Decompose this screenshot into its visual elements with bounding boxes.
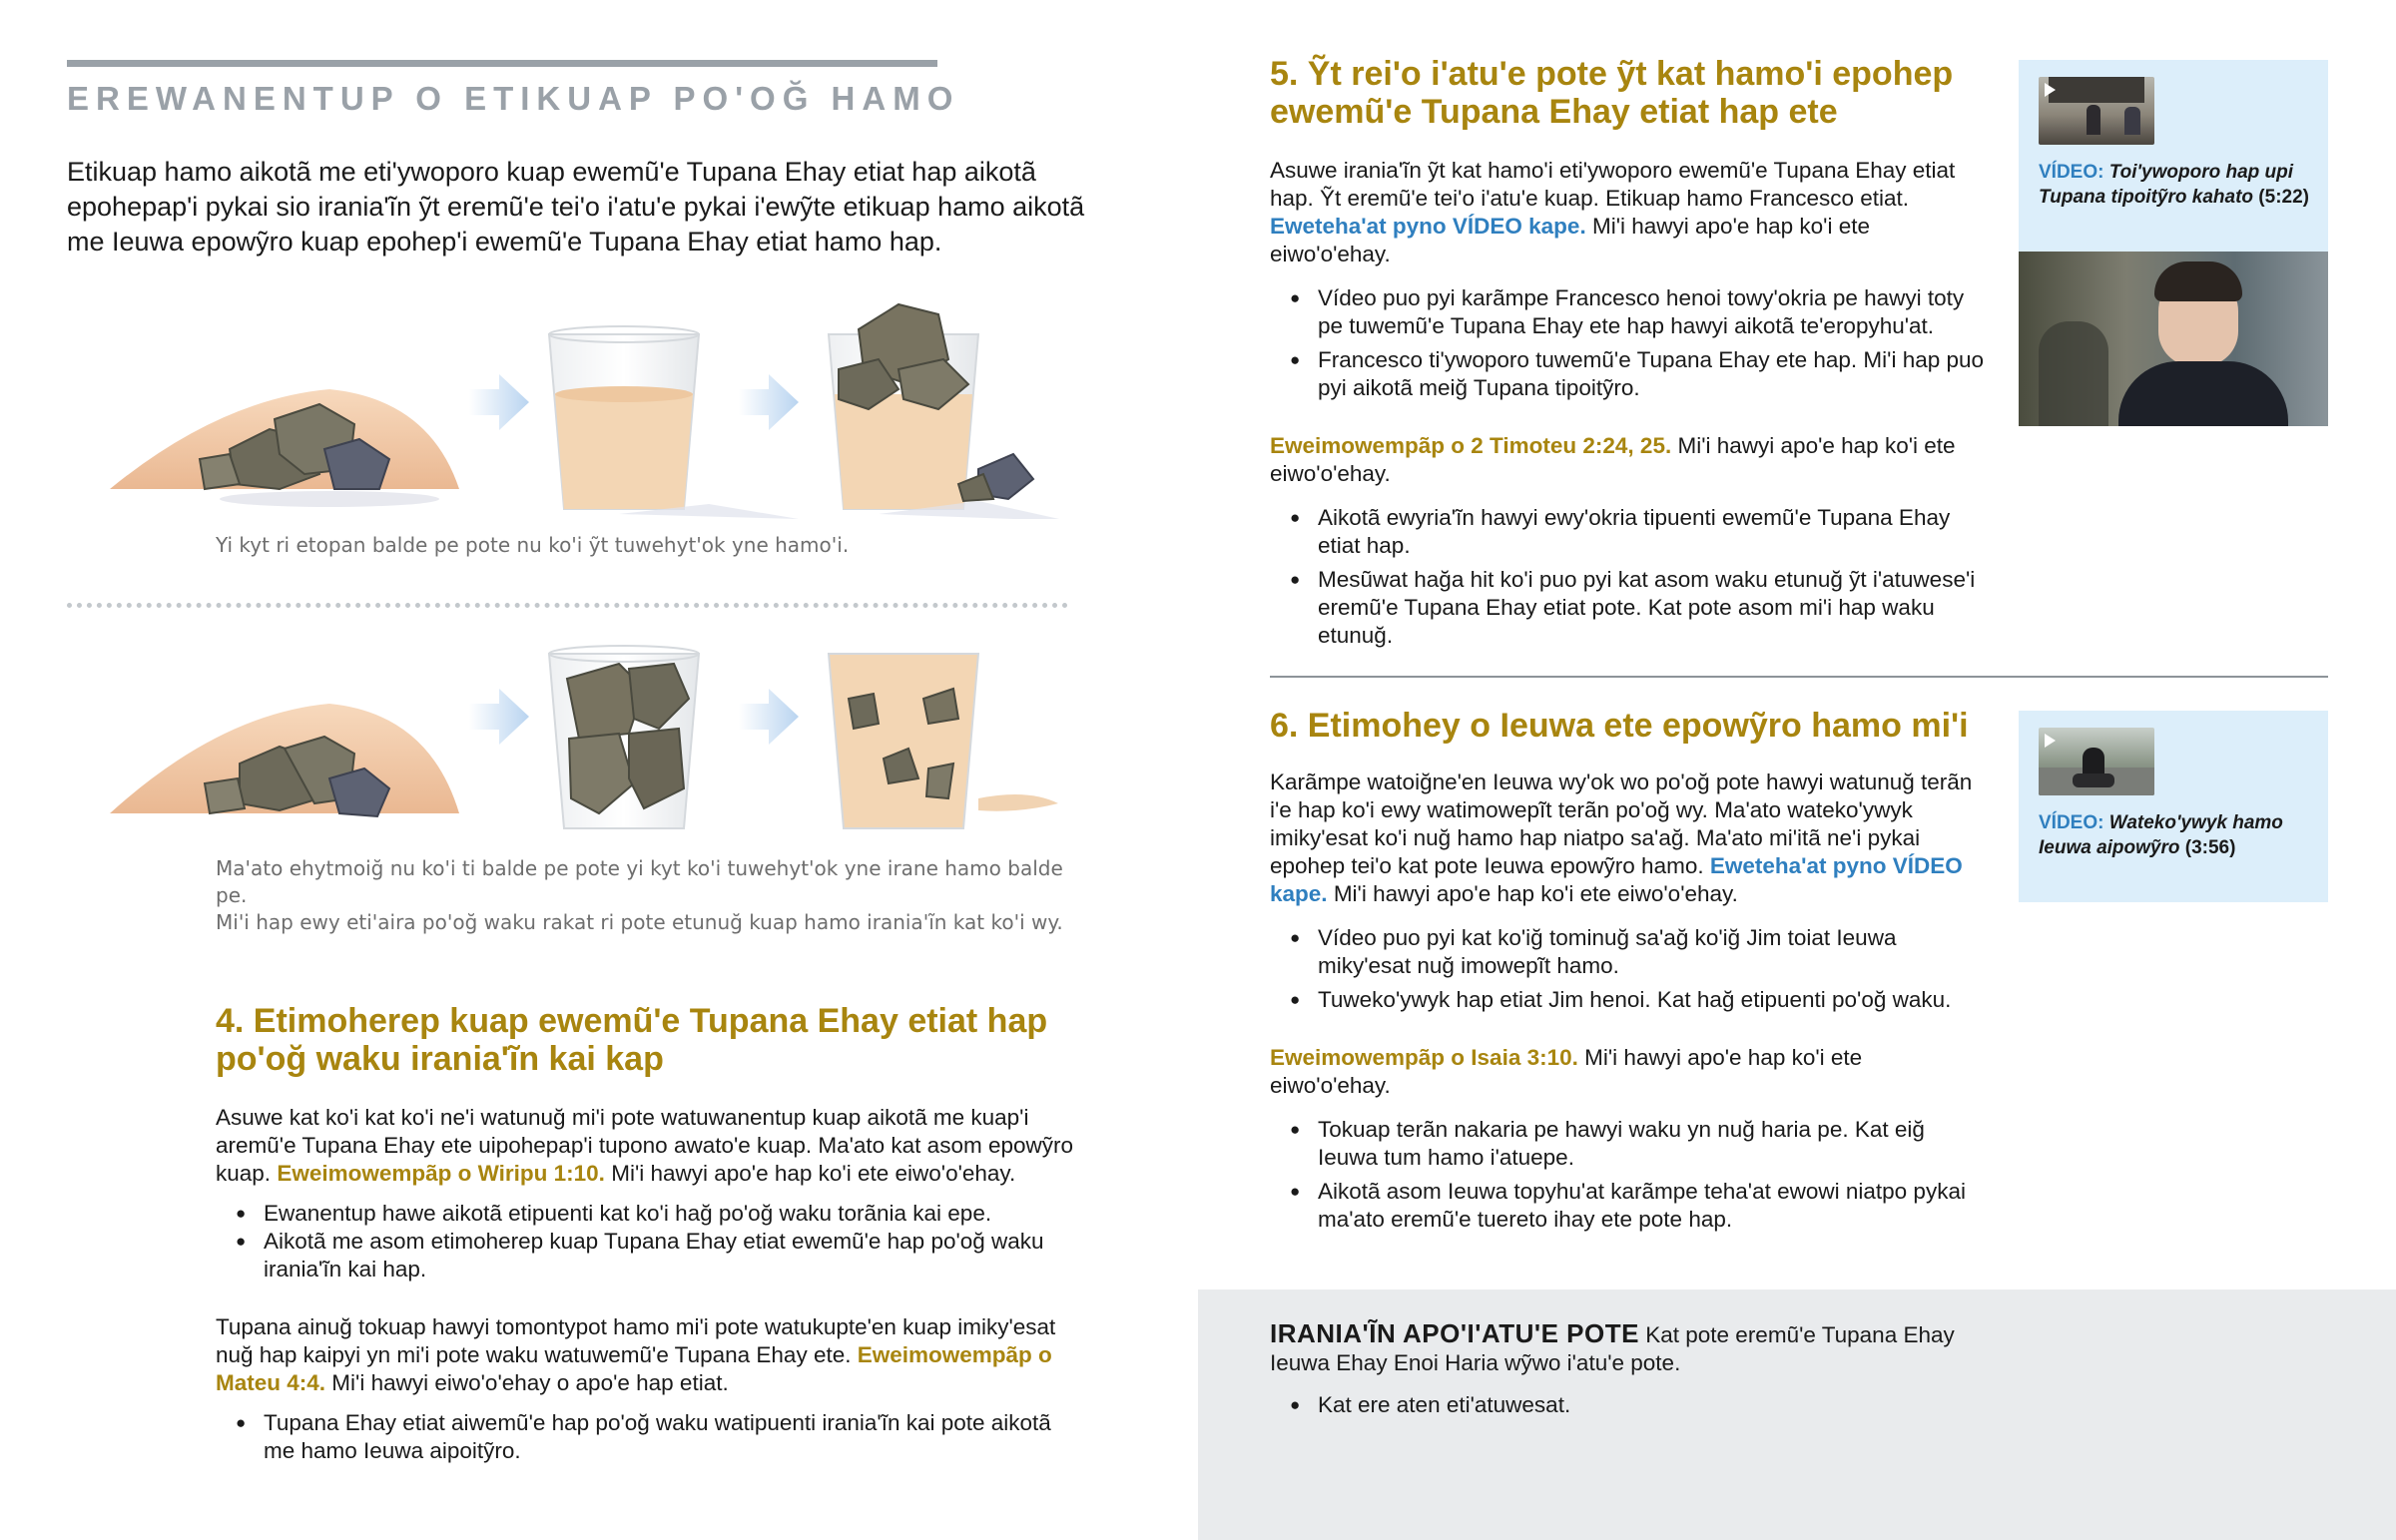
glass-rocks-sand <box>829 654 978 828</box>
caption-2-line-1: Ma'ato ehytmoiğ nu ko'i ti balde pe pote yi kyt ko'i tuwehyt'ok yne irane hamo balde pe. <box>216 856 1063 907</box>
section-5-title: 5. Ỹt rei'o i'atu'e pote ỹt kat hamo'i epohep ewemũ'e Tupana Ehay etiat hap ete <box>1270 55 1954 131</box>
list-item: ● Tuweko'ywyk hap etiat Jim henoi. Kat hağ etipuenti po'oğ waku. <box>1270 986 1989 1014</box>
video-card-section-6[interactable] <box>2019 711 2328 902</box>
section-4-body <box>216 1104 1074 1465</box>
section-6-title: 6. Etimohey o Ieuwa ete epowỹro hamo mi'i <box>1270 707 1969 745</box>
illustration-caption-2 <box>216 855 1094 936</box>
video-card-section-5[interactable] <box>2019 60 2328 426</box>
spilled-sand <box>978 794 1058 811</box>
scripture-link-isaia[interactable]: Eweimowempãp o Isaia 3:10. <box>1270 1045 1578 1070</box>
footer-paragraph <box>1270 1319 2009 1377</box>
video-duration: (3:56) <box>2184 837 2236 858</box>
list-item: ● Tokuap terãn nakaria pe hawyi waku yn nuğ haria pe. Kat eiğ Ieuwa tum hamo i'atuepe. <box>1270 1116 1989 1172</box>
video-name: Wateko'ywyk hamo Ieuwa aipowỹro <box>2039 812 2283 858</box>
section-divider <box>1270 676 2328 678</box>
lesson-part-heading: EREWANENTUP O ETIKUAP PO'OĞ HAMO <box>67 80 960 117</box>
video-link-section-6[interactable]: Eweteha'at pyno VÍDEO kape. <box>1270 853 1963 906</box>
section-6-paragraph-1: Karãmpe watoiğne'en Ieuwa wy'ok wo po'oğ pote hawyi watunuğ terãn i'e hap ko'i ewy watimowepĩt terãn po'oğ wy. Ma'ato wateko'ywyk imiky'esat ko'i nuğ hamo hap niatpo sa'ağ. Ma'ato mi'itã ne'i pykai epohep tei'o kat pote Ieuwa epowỹro hamo. Eweteha'at pyno VÍDEO kape. Mi'i hawyi apo'e hap ko'i ete eiwo'o'ehay. <box>1270 770 1973 906</box>
list-item: ● Francesco ti'ywoporo tuwemũ'e Tupana Ehay ete hap. Mi'i hap puo pyi aikotã meiğ Tupana tipoitỹro. <box>1270 346 1989 402</box>
right-arrow-icon <box>469 689 529 745</box>
list-item: ● Vídeo puo pyi kat ko'iğ tominuğ sa'ağ ko'iğ Jim toiat Ieuwa miky'esat nuğ imowepĩt hamo. <box>1270 924 1989 980</box>
scripture-link-mateu[interactable]: Eweimowempãp o Mateu 4:4. <box>216 1342 1052 1395</box>
video-label: VÍDEO: <box>2039 162 2104 183</box>
footer-bullets <box>1270 1391 2009 1419</box>
rock <box>205 778 245 813</box>
list-item: ● Tupana Ehay etiat aiwemũ'e hap po'oğ waku watipuenti irania'ĩn kai pote aikotã me hamo Ieuwa aipoitỹro. <box>216 1409 1074 1465</box>
intro-paragraph: Etikuap hamo aikotã me eti'ywoporo kuap ewemũ'e Tupana Ehay etiat hap aikotã epohepap'i pykai sio irania'ĩn ỹt eremũ'e tei'o i'atu'e pykai i'ewỹte etikuap hamo aikotã me Ieuwa epowỹro kuap epohep'i ewemũ'e Tupana Ehay etiat hamo hap. <box>67 157 1085 257</box>
footer-text: Kat pote eremũ'e Tupana Ehay Ieuwa Ehay Enoi Haria wỹwo i'atu'e pote. <box>1270 1322 1955 1375</box>
section-5-body <box>1270 157 1989 650</box>
section-4-title: 4. Etimoherep kuap ewemũ'e Tupana Ehay etiat hap po'oğ waku irania'ĩn kai kap <box>216 1002 1048 1078</box>
video-title-section-5 <box>2039 160 2318 210</box>
illustration-caption-1: Yi kyt ri etopan balde pe pote nu ko'i ỹt tuwehyt'ok yne hamo'i. <box>216 533 850 557</box>
scripture-link-wiripu[interactable]: Eweimowempãp o Wiripu 1:10. <box>277 1161 605 1186</box>
right-arrow-icon <box>739 374 799 430</box>
video-link-section-5[interactable]: Eweteha'at pyno VÍDEO kape. <box>1270 214 1586 239</box>
video-title-section-6 <box>2039 810 2318 860</box>
video-thumbnail[interactable] <box>2039 728 2154 795</box>
play-icon <box>2045 734 2056 748</box>
list-item: ● Kat ere aten eti'atuwesat. <box>1270 1391 2009 1419</box>
section-6-bullets-1 <box>1270 924 1989 1014</box>
section-4-paragraph-2: Tupana ainuğ tokuap hawyi tomontypot hamo mi'i pote watukupte'en kuap imiky'esat nuğ hap kaipyi yn mi'i pote waku watuwemũ'e Tupana Ehay ete. Eweimowempãp o Mateu 4:4. Mi'i hawyi eiwo'o'ehay o apo'e hap etiat. <box>216 1314 1056 1395</box>
video-duration: (5:22) <box>2258 187 2309 208</box>
right-arrow-icon <box>469 374 529 430</box>
right-arrow-icon <box>739 689 799 745</box>
section-5-paragraph-1: Asuwe irania'ĩn ỹt kat hamo'i eti'ywoporo ewemũ'e Tupana Ehay etiat hap. Ỹt eremũ'e tei'o i'atu'e kuap. Etikuap hamo Francesco etiat. Eweteha'at pyno VÍDEO kape. Mi'i hawyi apo'e hap ko'i ete eiwo'o'ehay. <box>1270 158 1956 266</box>
list-item: ● Vídeo puo pyi karãmpe Francesco henoi towy'okria pe hawyi toty pe tuwemũ'e Tupana Ehay ete hap hawyi aikotã te'eropyhu'at. <box>1270 284 1989 340</box>
section-6-bullets-2 <box>1270 1116 1989 1234</box>
sand-rocks-illustration-2 <box>100 639 1078 838</box>
section-5-bullets-1 <box>1270 284 1989 402</box>
section-6-body <box>1270 769 1989 1234</box>
caption-2-line-2: Mi'i hap ewy eti'aira po'oğ waku rakat ri pote etunuğ kuap hamo irania'ĩn kat ko'i wy. <box>216 910 1063 934</box>
section-6-paragraph-2: Eweimowempãp o Isaia 3:10. Mi'i hawyi apo'e hap ko'i ete eiwo'o'ehay. <box>1270 1045 1863 1098</box>
section-5-paragraph-2: Eweimowempãp o 2 Timoteu 2:24, 25. Mi'i hawyi apo'e hap ko'i ete eiwo'o'ehay. <box>1270 433 1956 486</box>
list-item: ● Aikotã me asom etimoherep kuap Tupana Ehay etiat ewemũ'e hap po'oğ waku irania'ĩn kai hap. <box>216 1228 1074 1283</box>
section-4-bullets-2 <box>216 1409 1074 1465</box>
footer-content <box>1270 1319 2009 1419</box>
list-item: ● Ewanentup hawe aikotã etipuenti kat ko'i hağ po'oğ waku torãnia kai epe. <box>216 1200 1074 1228</box>
list-item: ● Mesũwat hağa hit ko'i puo pyi kat asom waku etunuğ ỹt i'atuwese'i eremũ'e Tupana Ehay etiat pote. Kat pote asom mi'i hap waku etunuğ. <box>1270 566 1989 650</box>
video-name: Toi'ywoporo hap upi Tupana tipoitỹro kahato <box>2039 162 2294 208</box>
section-4-bullets-1 <box>216 1200 1074 1283</box>
scripture-link-timoteu[interactable]: Eweimowempãp o 2 Timoteu 2:24, 25. <box>1270 433 1672 458</box>
video-still-image <box>2019 252 2328 426</box>
sand-rocks-illustration-1 <box>100 289 1078 519</box>
header-rule <box>67 60 937 67</box>
video-label: VÍDEO: <box>2039 812 2104 833</box>
section-5-bullets-2 <box>1270 504 1989 650</box>
section-4-paragraph-1: Asuwe kat ko'i kat ko'i ne'i watunuğ mi'i pote watuwanentup kuap aikotã me kuap'i aremũ'e Tupana Ehay ete uipohepap'i tupono awato'e kuap. Ma'ato kat asom epowỹro kuap. Eweimowempãp o Wiripu 1:10. Mi'i hawyi apo'e hap ko'i ete eiwo'o'ehay. <box>216 1105 1073 1186</box>
dotted-divider <box>67 603 1068 608</box>
footer-panel <box>1198 1289 2396 1540</box>
play-icon <box>2045 83 2056 97</box>
list-item: ● Aikotã asom Ieuwa topyhu'at karãmpe teha'at ewowi niatpo pykai ma'ato eremũ'e tuereto ihay ete pote hap. <box>1270 1178 1989 1234</box>
list-item: ● Aikotã ewyria'ĩn hawyi ewy'okria tipuenti ewemũ'e Tupana Ehay etiat hap. <box>1270 504 1989 560</box>
footer-heading: IRANIA'ĨN APO'I'ATU'E POTE <box>1270 1318 1639 1348</box>
video-thumbnail[interactable] <box>2039 77 2154 145</box>
